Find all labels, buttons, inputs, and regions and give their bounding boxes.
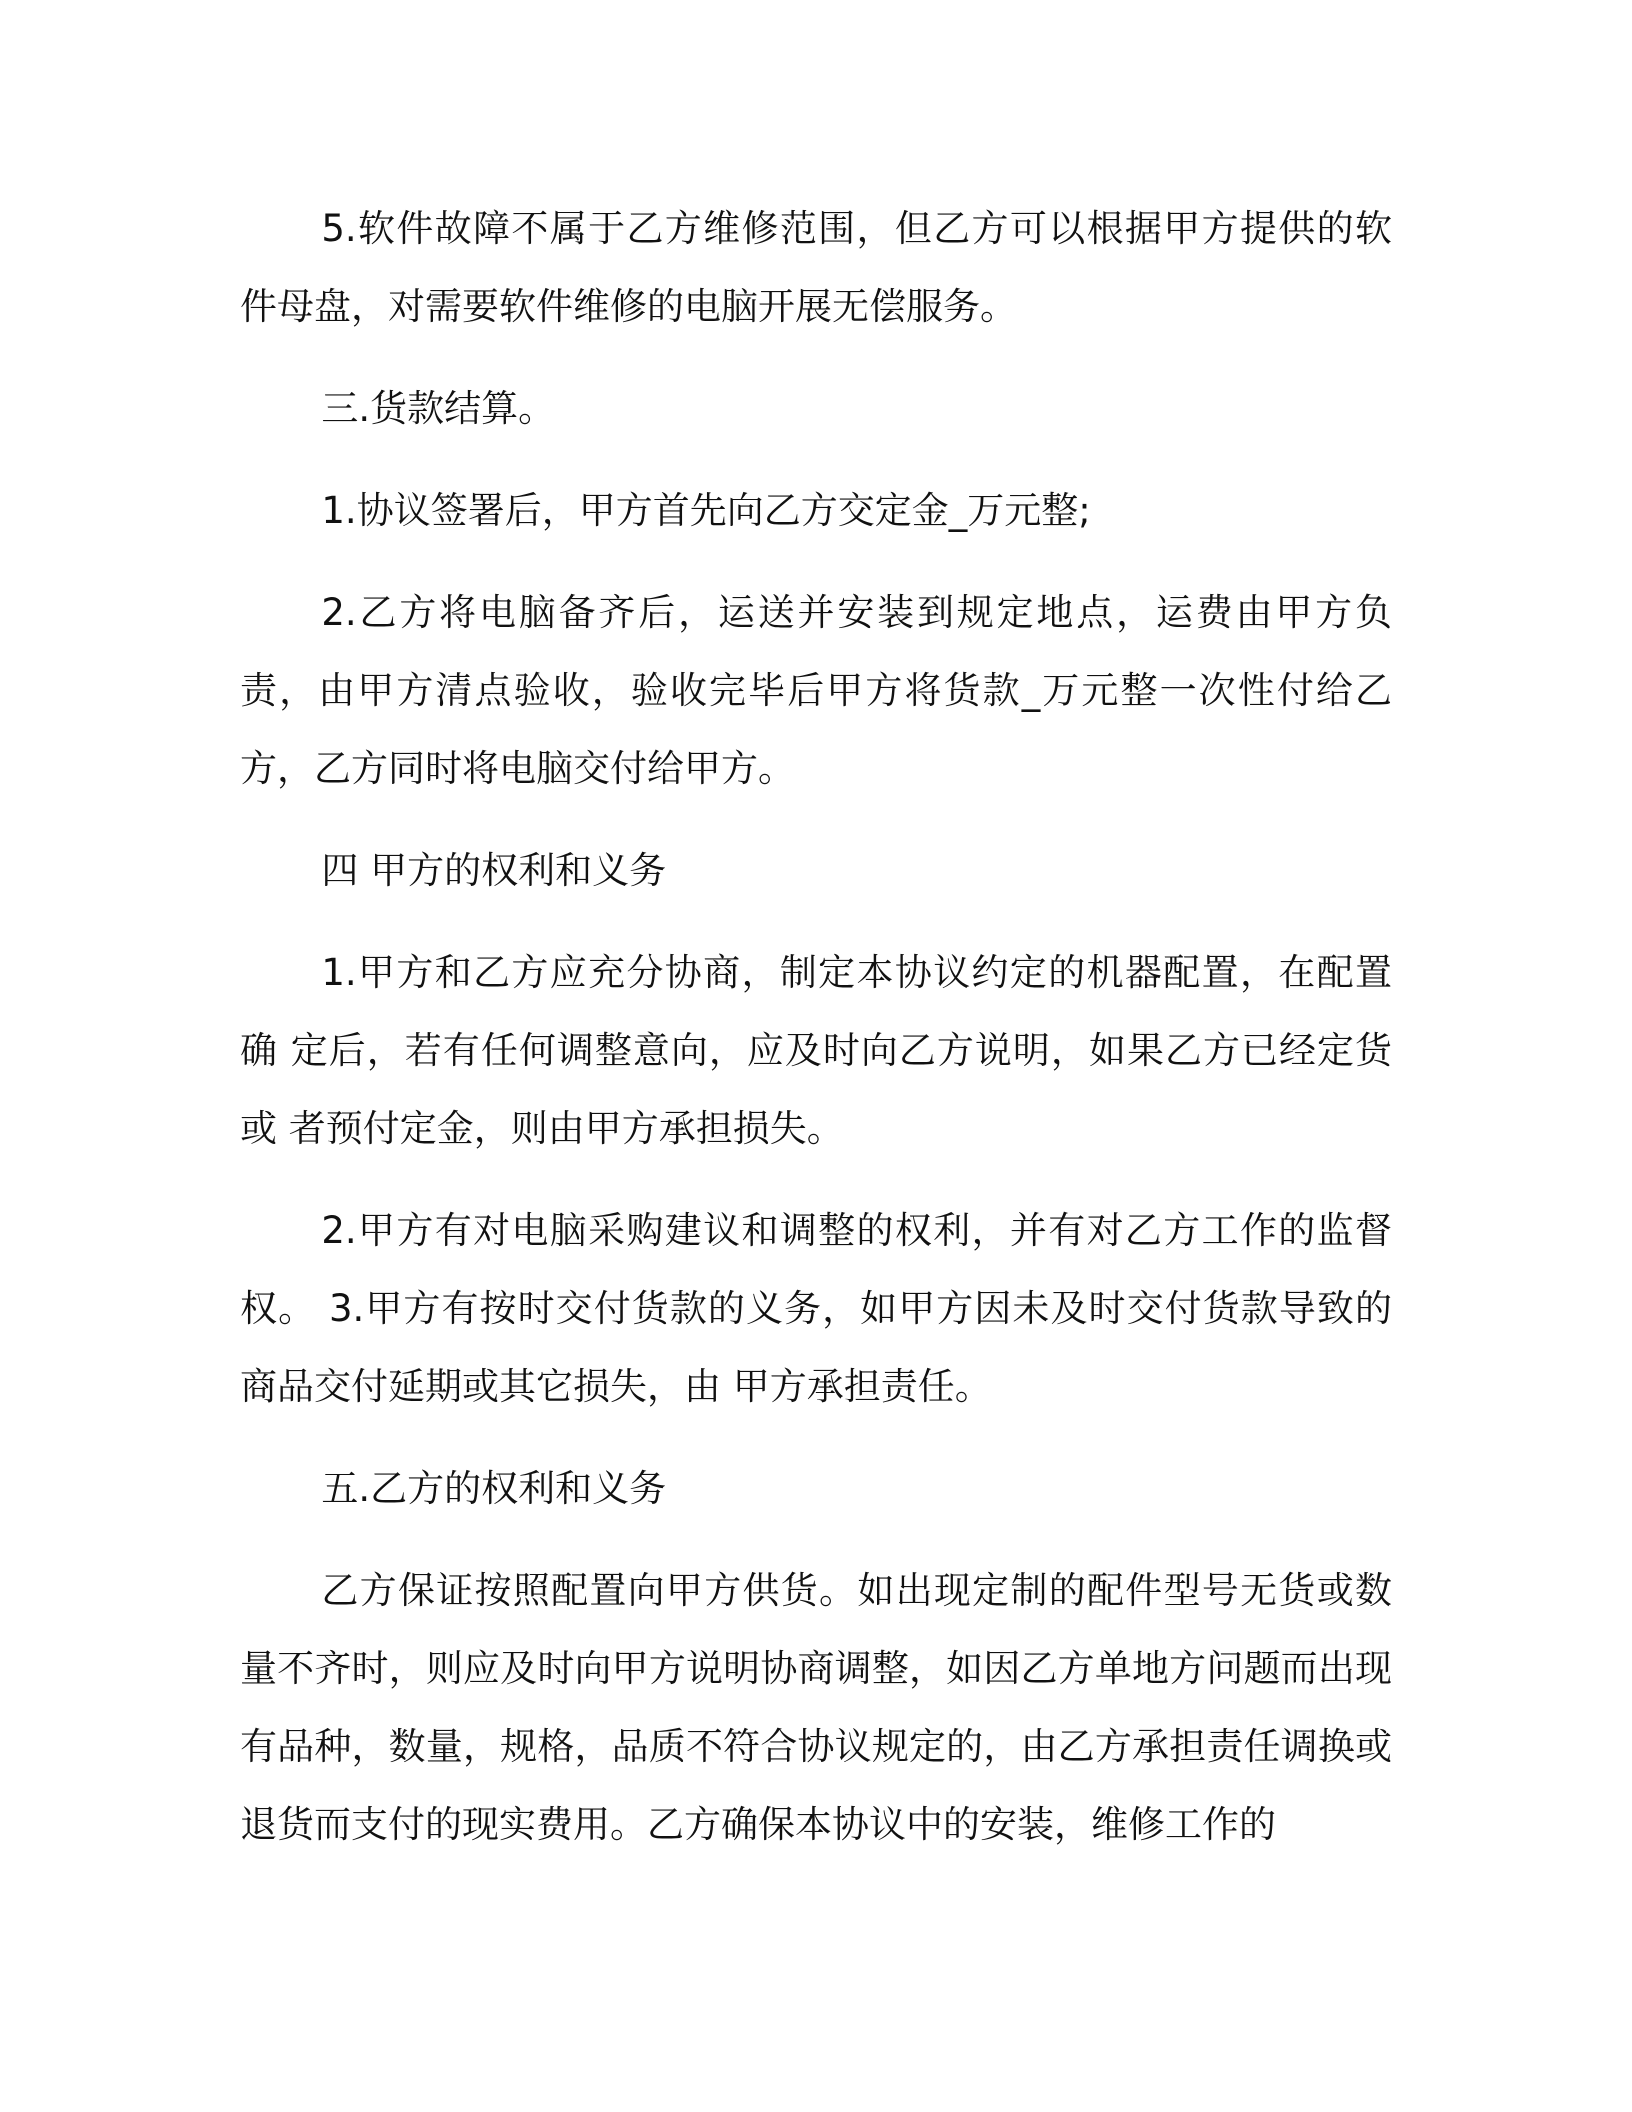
document-body — [240, 190, 1392, 1864]
paragraph-party-b-supply: 乙方保证按照配置向甲方供货。如出现定制的配件型号无货或数量不齐时，则应及时向甲方说明协商调整，如因乙方单地方问题而出现有品种，数量，规格，品质不符合协议规定的，由乙方承担责任调换或退货而支付的现实费用。乙方确保本协议中的安装，维修工作的 — [240, 1569, 1392, 1846]
paragraph-payment-delivery: 2.乙方将电脑备齐后，运送并安装到规定地点，运费由甲方负责，由甲方清点验收，验收完毕后甲方将货款_万元整一次性付给乙方，乙方同时将电脑交付给甲方。 — [240, 591, 1392, 790]
section-heading-party-a: 四 甲方的权利和义务 — [321, 849, 667, 892]
paragraph-payment-deposit: 1.协议签署后，甲方首先向乙方交定金_万元整; — [321, 489, 1091, 532]
section-heading-payment: 三.货款结算。 — [321, 387, 556, 430]
paragraph-party-a-supervision: 2.甲方有对电脑采购建议和调整的权利，并有对乙方工作的监督权。 3.甲方有按时交付货款的义务，如甲方因未及时交付货款导致的商品交付延期或其它损失，由 甲方承担责任。 — [240, 1209, 1392, 1408]
paragraph-party-a-config: 1.甲方和乙方应充分协商，制定本协议约定的机器配置，在配置确 定后，若有任何调整意向，应及时向乙方说明，如果乙方已经定货或 者预付定金，则由甲方承担损失。 — [240, 951, 1392, 1150]
paragraph-software-fault: 5.软件故障不属于乙方维修范围，但乙方可以根据甲方提供的软件母盘，对需要软件维修的电脑开展无偿服务。 — [240, 207, 1392, 328]
section-heading-party-b: 五.乙方的权利和义务 — [321, 1467, 667, 1510]
